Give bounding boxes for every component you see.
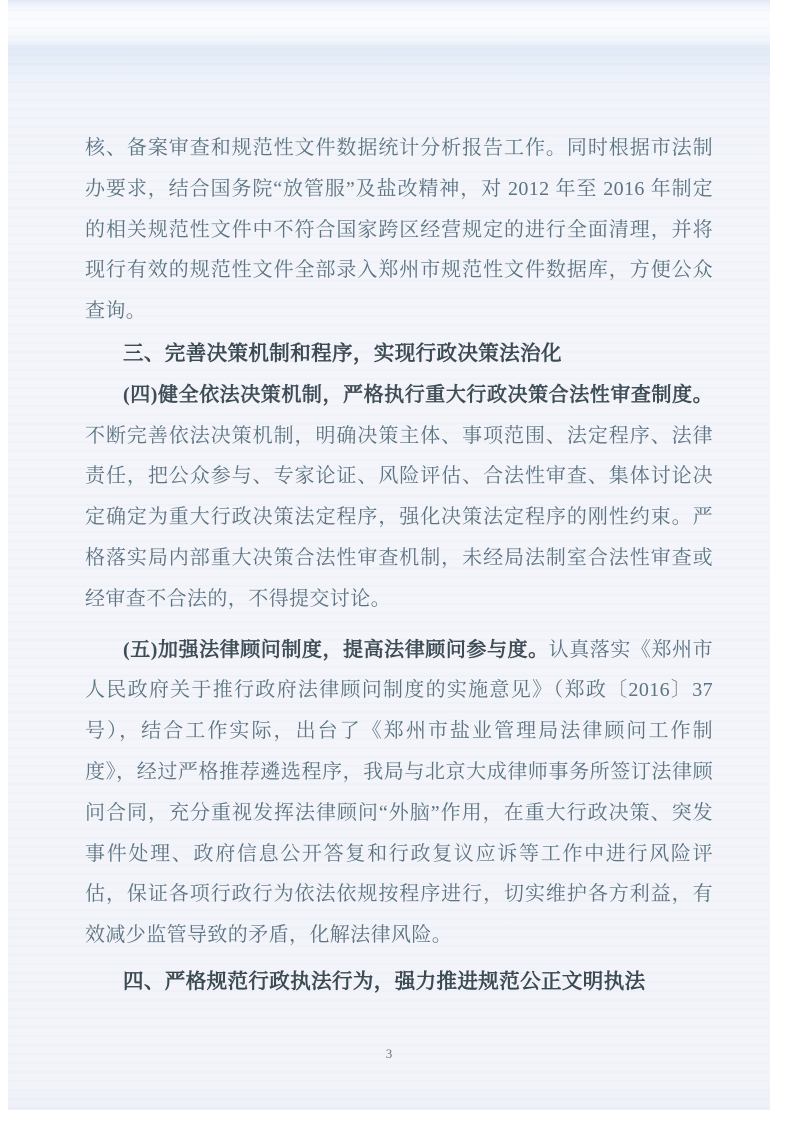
item-5-body: 认真落实《郑州市人民政府关于推行政府法律顾问制度的实施意见》（郑政〔2016〕37 号），结合工作实际，出台了《郑州市盐业管理局法律顾问工作制度》，经过严格推荐遴选程序，我局与北京大成律师事务所签订法律顾问合同，充分重视发挥法律顾问“外脑”作用，在重大行政决策、突发事件处理、政府信息公开答复和行政复议应诉等工作中进行风险评估，保证各项行政行为依法依规按程序进行，切实维护各方利益，有效减少监管导致的矛盾，化解法律风险。 [85,638,713,947]
item-4-paragraph [85,375,713,620]
item-5-paragraph [85,630,713,956]
continuation-paragraph: 核、备案审查和规范性文件数据统计分析报告工作。同时根据市法制办要求，结合国务院“放管服”及盐改精神，对 2012 年至 2016 年制定的相关规范性文件中不符合国家跨区经营规定的进行全面清理，并将现行有效的规范性文件全部录入郑州市规范性文件数据库，方便公众查询。 [85,137,713,323]
section-heading-3: 三、完善决策机制和程序，实现行政决策法治化 [123,342,562,365]
section-heading-4: 四、严格规范行政执法行为，强力推进规范公正文明执法 [123,970,646,993]
document-body [85,128,713,1003]
page-number: 3 [385,1046,393,1061]
item-4-lead: (四)健全依法决策机制，严格执行重大行政决策合法性审查制度。 [123,383,713,406]
item-5-lead: (五)加强法律顾问制度，提高法律顾问参与度。 [123,638,549,661]
scanned-page [8,0,770,1110]
item-4-body: 不断完善依法决策机制，明确决策主体、事项范围、法定程序、法律责任，把公众参与、专家论证、风险评估、合法性审查、集体讨论决定确定为重大行政决策法定程序，强化决策法定程序的刚性约束。严格落实局内部重大决策合法性审查机制，未经局法制室合法性审查或经审查不合法的，不得提交讨论。 [85,424,713,610]
